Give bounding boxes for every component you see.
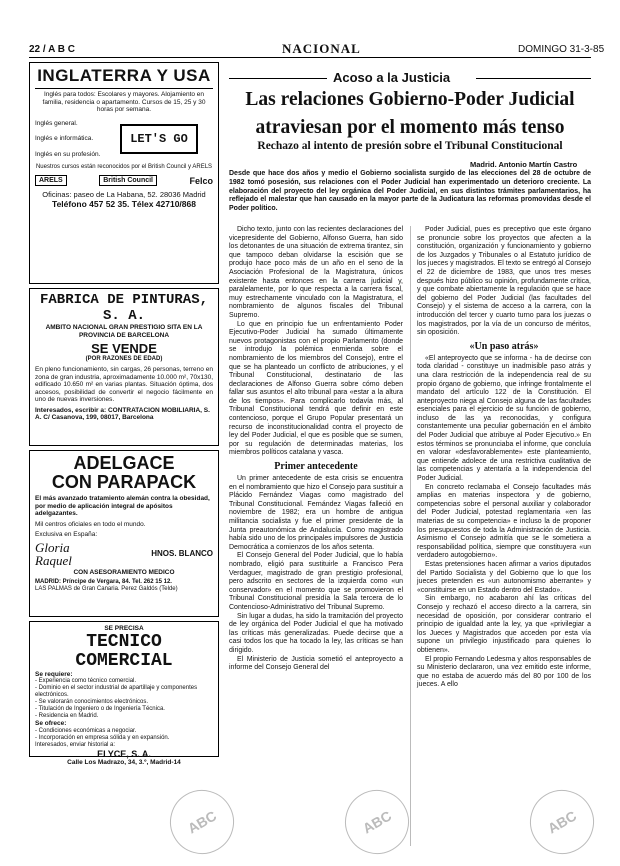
ad-parapack-title-1: ADELGACE (73, 453, 175, 473)
ad-parapack-address: LAS PALMAS de Gran Canaria. Perez Galdós (Telde) (35, 586, 178, 592)
paragraph: «El anteproyecto que se informa - ha de decirse con toda claridad - constituye un inadmisible paso atrás y una clara restricción de la independencia real de su propio órgano de gobierno, que infringe frontalmente el mandato del artículo 122 de la Constitución. El anteproyecto niega al Consejo alguna de las facultades esenciales para el ejercicio de su función de gobierno, incluso de las ya reconocidas, y configura constantemente una peculiar gobernación en el ámbito del Poder Judicial que atribuye al Poder Ejecutivo.» En estos términos se pronunciaba el informe, que concluía en valorar «desfavorablemente» este planteamiento, que entiende adolece de una restrictiva cualitativa de las competencias y atentaría a la independencia del Poder Judicial. (417, 354, 591, 483)
section-title: NACIONAL (282, 41, 361, 56)
kicker-rule-right (476, 78, 591, 79)
article-byline: Madrid. Antonio Martín Castro (470, 160, 578, 169)
ad-tecnico-address: Calle Los Madrazo, 34, 3.º, Madrid-14 (67, 758, 181, 766)
paragraph: Sin lugar a dudas, ha sido la tramitación del proyecto de ley orgánica del Poder Judicial el que ha motivado las críticas más generalizadas. Puede decirse que a casi todos los que ha tocado la ley, las críticas se han dirigido. (229, 612, 403, 654)
paragraph: Estas pretensiones hacen afirmar a varios diputados del Partido Socialista y del Gobierno que lo que los jueces pretenden es «un autonomismo aberrante» y «constituirse en un Estado dentro del Estado». (417, 560, 591, 594)
ad-parapack-spain: Exclusiva en España: (35, 531, 98, 538)
ad-tecnico-req: - Se valorarán conocimientos electrónicos. (35, 699, 149, 705)
ad-pinturas-contact: Interesados, escribir a: CONTRATACION MOBILIARIA, S. A. C/ Casanova, 199, 08017, Barcelona (35, 406, 210, 421)
ad-inglaterra-title: INGLATERRA Y USA (37, 66, 211, 85)
ad-tecnico-req: - Experiencia como técnico comercial. (35, 678, 137, 684)
abc-watermark-stamp: ABC (518, 778, 605, 865)
ad-parapack (29, 450, 219, 617)
ad-tecnico-req-label: Se requiere: (35, 670, 73, 678)
ad-parapack-title-2: CON PARAPACK (51, 472, 197, 492)
ad-inglaterra-intro: Inglés para todos: Escolares y mayores. Alojamiento en familia, residencia o apartamento. Cursos de 15, 25 y 30 horas por semana. (42, 91, 206, 113)
ad-tecnico-req: - Dominio en el sector industrial de apartillaje y componentes electrónicos. (35, 685, 198, 698)
article-column-2 (417, 226, 591, 690)
gloria-raquel-signature: Gloria Raquel (35, 539, 72, 568)
ad-parapack-brand: HNOS. BLANCO (151, 549, 213, 558)
ad-pinturas-sale: SE VENDE (91, 341, 157, 356)
ad-inglaterra-item: Inglés en su profesión. (35, 150, 101, 158)
ad-tecnico-kicker: SE PRECISA (104, 625, 144, 632)
ad-pinturas-title: FABRICA DE PINTURAS, S. A. (39, 292, 209, 324)
ad-tecnico-title: TECNICO COMERCIAL (75, 631, 173, 671)
ad-tecnico-offer-label: Se ofrece: (35, 720, 67, 727)
ad-tecnico-req: - Titulación de Ingeniero o de Ingeniería Técnica. (35, 706, 165, 712)
paragraph: Dicho texto, junto con las recientes declaraciones del vicepresidente del Gobierno, Alfonso Guerra, han sido los detonantes de una situación de extrema tirantez, sin que tampoco deban olvidarse la escisión que se produjo hace poco más de un año en el seno de la Asociación Profesional de la Magistratura, únicos existente hasta entonces en la carrera judicial y, paralelamente, por lo que respecta a la carrera fiscal, muy estrechamente vinculado con la Magistratura, el nombramiento de algunos fiscales del Tribunal Supremo. (229, 226, 403, 319)
paragraph: El Ministerio de Justicia sometió el anteproyecto a informe del Consejo General del (229, 655, 403, 672)
ad-tecnico-req: - Residencia en Madrid. (35, 713, 99, 719)
ad-tecnico-offer: - Condiciones económicas a negociar. (35, 727, 137, 734)
issue-date: DOMINGO 31-3-85 (518, 44, 605, 55)
ad-inglaterra-item: Inglés e informática. (35, 135, 94, 142)
ad-pinturas-reason: (POR RAZONES DE EDAD) (85, 356, 163, 362)
paragraph: El propio Fernando Ledesma y altos responsables de su Ministerio declararon, una vez emitido este informe, que no estaba de acuerdo más del 80 por 100 de los jueces. A ello (417, 655, 591, 689)
paragraph: En concreto reclamaba el Consejo facultades más amplias en materias inspectora y de gobierno, competencias sobre el personal auxiliar y colaborador del Poder Judicial, potestad reglamentaria «en las materias de su competencia» e incluso la de proponer los presupuestos de toda la Administración de Justicia. Asimismo el Consejo admitía que se le sometiera a responsabilidad política, siempre que constituyera «un verdadero autogobierno». (417, 483, 591, 560)
article-subhead: Rechazo al intento de presión sobre el Tribunal Constitucional (257, 140, 563, 152)
ad-pinturas-body: En pleno funcionamiento, sin cargas, 26 personas, terreno en zona de gran industria, aproximadamente 10.000 m², 70x130, edificado 10.650 m² en varias plantas. Situación óptima, dos accesos, posibilidad de convertir el negocio fácilmente en uno de nuevas inversiones. (35, 366, 213, 403)
ad-inglaterra-offices: Oficinas: paseo de La Habana, 52. 28036 Madrid (42, 190, 206, 199)
ad-tecnico-offer: - Incorporación en empresa sólida y en expansión. (35, 734, 170, 741)
ad-inglaterra-phone: Teléfono 457 52 35. Télex 42710/868 (52, 199, 196, 209)
felco-logo: Felco (189, 175, 213, 186)
ad-pinturas (29, 288, 219, 446)
ad-parapack-address: MADRID: Príncipe de Vergara, 84. Tel. 262 15 12. (35, 579, 172, 585)
subheading: Primer antecedente (274, 461, 358, 473)
paragraph: Lo que en principio fue un enfrentamiento Poder Ejecutivo-Poder Judicial ha sumado últimamente nuevos protagonistas con el propio Parlamento (donde se introdujo la polémica enmienda sobre el nombramiento de los miembros del Consejo), entre el que se ha planteado un conflicto de atribuciones, y el Tribunal Constitucional, destinatario de las declaraciones de Alfonso Guerra sobre cómo deben fallar sus asuntos el alto tribunal para «estar a la altura de los tiempos». Para complicarlo todavía más, al Tribunal Constitucional tendrá que definir en este contencioso, porque el Grupo Popular presentará un recurso de inconstitucionalidad contra el proyecto de ley del Poder Judicial, el que es posible que se sumen, por su regulación de determinadas materias, los miembros políticos catalana y vasca. (229, 320, 403, 457)
abc-watermark-stamp: ABC (158, 778, 245, 865)
british-council-logo: British Council (99, 175, 157, 186)
ad-tecnico-company: ELYCE, S. A. (97, 748, 151, 759)
ad-inglaterra-item: Inglés general. (35, 119, 78, 127)
header-rule (29, 57, 591, 58)
article-headline: Las relaciones Gobierno-Poder Judicial atraviesan por el momento más tenso (245, 89, 575, 138)
paragraph: El Consejo General del Poder Judicial, que lo había nombrado, eligió para sustituirle a Francisco Pera Verdaguer, magistrado de gran prestigio profesional, pero adscrito en sectores de la izquierda como «un conservador» en el momento que se promovieron el Tribunal Constitucional presidía la Sala tercera de lo Contencioso-Administrativo del Tribunal Supremo. (229, 552, 403, 611)
kicker-rule-left (229, 78, 327, 79)
ad-tecnico (29, 621, 219, 766)
ads-column (29, 62, 219, 766)
article-kicker: Acoso a la Justicia (333, 70, 451, 85)
abc-watermark-stamp: ABC (333, 778, 420, 865)
ad-parapack-body: El más avanzado tratamiento alemán contra la obesidad, por medio de aplicación integral de apósitos adelgazantes. (35, 495, 210, 517)
page-number: 22 / A B C (29, 44, 75, 55)
ad-tecnico-contact: Interesados, enviar historial a: (35, 741, 116, 748)
column-separator (410, 226, 411, 846)
ad-inglaterra-note: Nuestros cursos están reconocidos por el British Council y ARELS (35, 164, 213, 170)
article-column-1 (229, 226, 403, 673)
article-lead: Desde que hace dos años y medio el Gobierno socialista surgido de las elecciones del 28 de octubre de 1982 tomó posesión, sus relaciones con el Poder Judicial han experimentado un deterioro creciente. La elaboración del proyecto del ley orgánica del Poder Judicial, en sus distintos trámites parlamentarios, ha reflejado el malestar que han causado en la mayor parte de la Judicatura las reformas promovidas desde el Poder político. (229, 170, 591, 213)
paragraph: Un primer antecedente de esta crisis se encuentra en el nombramiento que hizo el Consejo para sustituir a Plácido Fernández Viagas como magistrado del Tribunal Constitucional. Fernández Viagas falleció en noviembre de 1982; era un hombre de antigua militancia socialista y fue el primer presidente de la Junta preautonómica de Andalucía. Como magistrado había sido uno de los principales impulsores de Justicia Democrática a comienzos de los años setenta. (229, 475, 403, 551)
paragraph: Sin embargo, no acabaron ahí las críticas del Consejo y rechazó el acceso directo a la carrera, sin necesidad de oposición, por considerar contrario el principio de igualdad ante la ley, ya que «privilegiar a los Jueces y Magistrados que acceden por esta vía supone un privilegio injustificado para quienes lo obtienen». (417, 595, 591, 654)
ad-inglaterra (29, 62, 219, 284)
ad-parapack-advice: CON ASESORAMIENTO MEDICO (73, 568, 175, 576)
paragraph: Poder Judicial, pues es preceptivo que este órgano se pronuncie sobre los proyectos que afecten a la constitución, organización y funcionamiento y gobierno de los Juzgados y Tribunales o al Estatuto jurídico de los jueces y magistrados. El texto se entregó al Consejo el 22 de diciembre de 1983, que unos tres meses después hizo público su opinión, profundamente crítica, y que combate abiertamente la regulación que se hace del gobierno del Poder Judicial (las facultades del Consejo) y el sistema de acceso a la carrera, con la introducción del tercer y cuarto turno para los juezas o los magistrados, por la vía de un concurso de méritos, sin oposición. (417, 226, 591, 337)
lets-go-logo: LET'S GO (120, 124, 198, 154)
ad-inglaterra-logos (35, 175, 213, 186)
ad-pinturas-subtitle: AMBITO NACIONAL GRAN PRESTIGIO SITA EN LA PROVINCIA DE BARCELONA (45, 324, 203, 339)
ad-parapack-distrib: Mil centros oficiales en todo el mundo. (35, 520, 146, 528)
subheading: «Un paso atrás» (469, 340, 539, 352)
arels-logo: ARELS (35, 175, 67, 186)
